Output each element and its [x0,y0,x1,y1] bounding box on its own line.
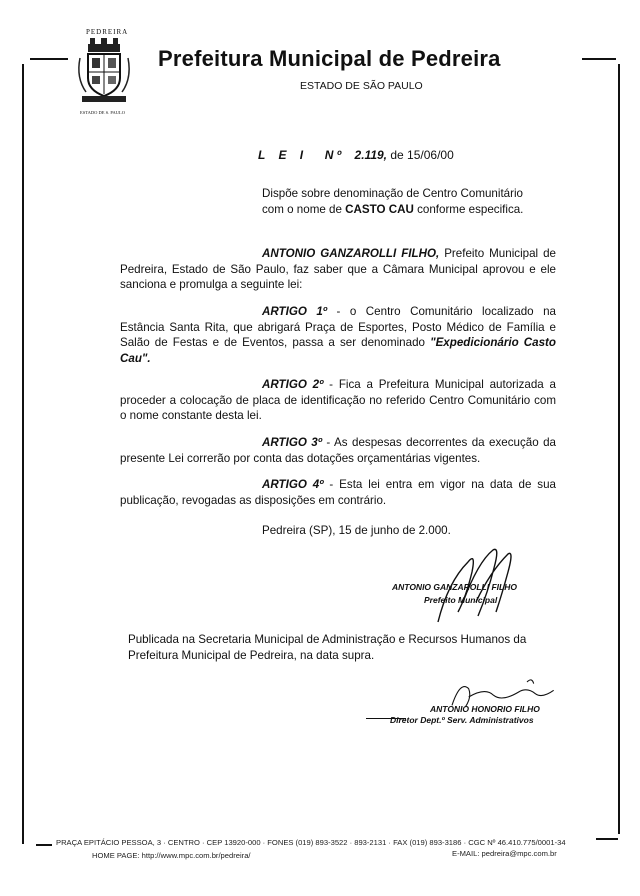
frame-top-right-line [582,58,616,60]
article-1-text: - o Centro Comunitário localizado na Estância Santa Rita, que abrigará Praça de Esportes, Posto Médico de Família e Salão de Festas e de Eventos, passa a ser denominado [120,305,556,349]
intro-text: Prefeito Municipal de Pedreira, Estado de São Paulo, faz saber que a Câmara Municipal aprovou e ele sanciona e promulga a seguinte lei: [120,247,556,291]
article-4-text: - Esta lei entra em vigor na data de sua publicação, revogadas as disposições em contrário. [120,478,556,507]
intro-paragraph [120,246,556,293]
frame-left-line [22,64,24,844]
lei-label: L E I [258,148,309,162]
ementa-line-1: Dispõe sobre denominação de Centro Comunitário [262,187,524,200]
publication-note: Publicada na Secretaria Municipal de Administração e Recursos Humanos da Prefeitura Municipal de Pedreira, na data supra. [128,633,527,662]
article-2-text: - Fica a Prefeitura Municipal autorizada a proceder a colocação de placa de identificação no referido Centro Comunitário com o nome constante desta lei. [120,378,556,422]
footer-homepage: HOME PAGE: http://www.mpc.com.br/pedreira/ [92,851,251,860]
article-2 [120,377,556,424]
article-1 [120,304,556,366]
law-number-line [258,148,454,162]
mayor-name-signature: ANTONIO GANZAROLLI FILHO [392,582,517,592]
article-3 [120,435,556,466]
place-date: Pedreira (SP), 15 de junho de 2.000. [262,524,451,537]
frame-bottom-right-line [596,838,618,840]
article-1-label: ARTIGO 1º [262,305,328,318]
article-3-label: ARTIGO 3º [262,436,322,449]
article-4 [120,477,556,508]
law-date: de 15/06/00 [390,148,454,162]
no-label: N º [324,148,342,162]
law-number: 2.119, [354,148,388,162]
footer-email: E-MAIL: pedreira@mpc.com.br [452,849,557,858]
crest-text-bottom: ESTADO DE S. PAULO [80,110,125,115]
frame-bottom-left-line [36,844,52,846]
page-title: Prefeitura Municipal de Pedreira [158,46,501,71]
ementa-line-2: com o nome de CASTO CAU conforme especifica. [262,202,524,216]
article-3-text: - As despesas decorrentes da execução da presente Lei correrão por conta das dotações orçamentárias vigentes. [120,436,556,465]
mayor-name: ANTONIO GANZAROLLI FILHO, [262,247,440,260]
mayor-role: Prefeito Municipal [424,595,498,605]
footer-address: PRAÇA EPITÁCIO PESSOA, 3 · CENTRO · CEP 13920-000 · FONES (019) 893-3522 · 893-2131 · FAX (019) 893-3186 · CGC Nº 46.410.775/0001-34 [56,838,566,847]
coat-of-arms-icon [72,28,136,112]
crest-text-top: PEDREIRA [86,28,129,36]
honoree-name: CASTO CAU [345,202,414,216]
director-role: Diretor Dept.º Serv. Administrativos [390,715,534,725]
article-1-name: "Expedicionário Casto Cau". [120,336,556,365]
director-name: ANTONIO HONORIO FILHO [430,704,540,714]
state-subtitle: ESTADO DE SÃO PAULO [300,80,423,92]
article-4-label: ARTIGO 4º [262,478,324,491]
frame-top-left-line [30,58,68,60]
article-2-label: ARTIGO 2º [262,378,324,391]
ementa [262,186,556,217]
frame-right-line [618,64,620,834]
